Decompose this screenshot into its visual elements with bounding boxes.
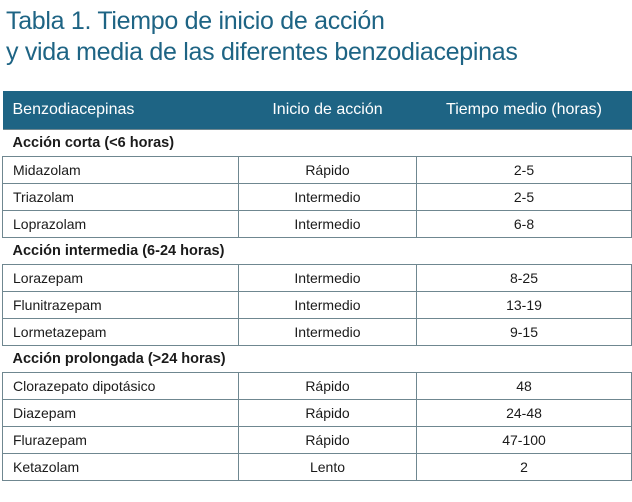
drug-name-cell: Clorazepato dipotásico — [3, 373, 239, 400]
table-row — [3, 211, 632, 238]
drug-name-cell: Triazolam — [3, 184, 239, 211]
table-row — [3, 454, 632, 481]
benzodiazepine-table — [2, 91, 632, 481]
table-row — [3, 373, 632, 400]
table-header-row — [3, 91, 632, 130]
table-title-line-1: Tabla 1. Tiempo de inicio de acción — [6, 7, 385, 35]
drug-name-cell: Lormetazepam — [3, 319, 239, 346]
drug-name-cell: Flurazepam — [3, 427, 239, 454]
onset-cell: Intermedio — [239, 265, 417, 292]
half-life-cell: 8-25 — [417, 265, 632, 292]
group-label: Acción intermedia (6-24 horas) — [3, 238, 632, 265]
drug-name-cell: Ketazolam — [3, 454, 239, 481]
drug-name-cell: Flunitrazepam — [3, 292, 239, 319]
table-title-line-2: y vida media de las diferentes benzodiacepinas — [6, 38, 518, 66]
table-row — [3, 319, 632, 346]
half-life-cell: 2 — [417, 454, 632, 481]
drug-name-cell: Diazepam — [3, 400, 239, 427]
table-row — [3, 265, 632, 292]
table-row — [3, 427, 632, 454]
column-header-inicio: Inicio de acción — [239, 91, 417, 130]
column-header-benzodiacepinas: Benzodiacepinas — [3, 91, 239, 130]
onset-cell: Intermedio — [239, 319, 417, 346]
table-title — [6, 6, 518, 68]
half-life-cell: 13-19 — [417, 292, 632, 319]
onset-cell: Rápido — [239, 400, 417, 427]
half-life-cell: 2-5 — [417, 157, 632, 184]
table-body — [3, 130, 632, 481]
half-life-cell: 2-5 — [417, 184, 632, 211]
table-row — [3, 400, 632, 427]
half-life-cell: 47-100 — [417, 427, 632, 454]
onset-cell: Lento — [239, 454, 417, 481]
half-life-cell: 48 — [417, 373, 632, 400]
onset-cell: Rápido — [239, 373, 417, 400]
table-row — [3, 157, 632, 184]
drug-name-cell: Lorazepam — [3, 265, 239, 292]
half-life-cell: 6-8 — [417, 211, 632, 238]
table-row — [3, 184, 632, 211]
onset-cell: Rápido — [239, 427, 417, 454]
onset-cell: Intermedio — [239, 184, 417, 211]
drug-name-cell: Midazolam — [3, 157, 239, 184]
half-life-cell: 9-15 — [417, 319, 632, 346]
column-header-tiempo: Tiempo medio (horas) — [417, 91, 632, 130]
onset-cell: Intermedio — [239, 292, 417, 319]
group-header-row — [3, 346, 632, 373]
group-label: Acción prolongada (>24 horas) — [3, 346, 632, 373]
group-label: Acción corta (<6 horas) — [3, 130, 632, 157]
drug-name-cell: Loprazolam — [3, 211, 239, 238]
half-life-cell: 24-48 — [417, 400, 632, 427]
onset-cell: Rápido — [239, 157, 417, 184]
table-header — [3, 91, 632, 130]
onset-cell: Intermedio — [239, 211, 417, 238]
table-row — [3, 292, 632, 319]
group-header-row — [3, 130, 632, 157]
group-header-row — [3, 238, 632, 265]
